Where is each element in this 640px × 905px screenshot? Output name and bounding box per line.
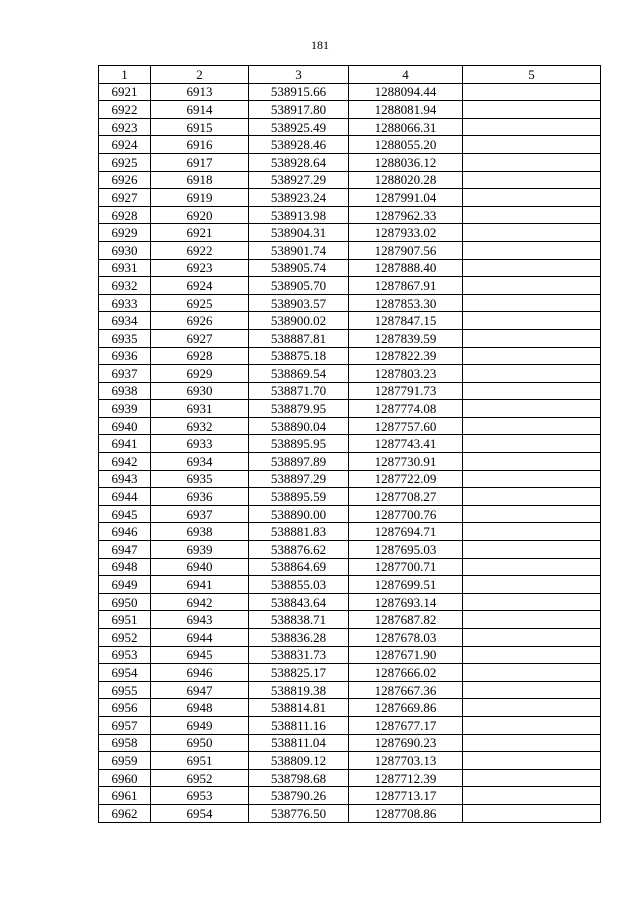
table-cell-col-3: 538811.16: [249, 716, 349, 734]
table-cell-col-5: [463, 118, 601, 136]
table-cell-col-3: 538903.57: [249, 294, 349, 312]
table-cell-col-2: 6913: [151, 83, 249, 101]
table-cell-col-4: 1287695.03: [349, 541, 463, 559]
table-cell-col-5: [463, 453, 601, 471]
table-row: [99, 523, 601, 541]
table-cell-col-4: 1287722.09: [349, 470, 463, 488]
table-cell-col-4: 1288094.44: [349, 83, 463, 101]
table-cell-col-5: [463, 593, 601, 611]
table-row: [99, 241, 601, 259]
table-row: [99, 365, 601, 383]
table-cell-col-4: 1287690.23: [349, 734, 463, 752]
table-cell-col-4: 1287693.14: [349, 593, 463, 611]
table-cell-col-1: 6948: [99, 558, 151, 576]
table-row: [99, 382, 601, 400]
table-cell-col-4: 1288055.20: [349, 136, 463, 154]
table-cell-col-5: [463, 804, 601, 822]
table-cell-col-3: 538890.00: [249, 505, 349, 523]
table-cell-col-3: 538869.54: [249, 365, 349, 383]
table-cell-col-3: 538836.28: [249, 629, 349, 647]
table-cell-col-3: 538901.74: [249, 241, 349, 259]
table-cell-col-1: 6926: [99, 171, 151, 189]
table-row: [99, 488, 601, 506]
table-header-row: [99, 66, 601, 84]
table-cell-col-3: 538927.29: [249, 171, 349, 189]
table-cell-col-5: [463, 153, 601, 171]
table-cell-col-5: [463, 734, 601, 752]
table-cell-col-5: [463, 417, 601, 435]
table-cell-col-3: 538913.98: [249, 206, 349, 224]
table-cell-col-2: 6950: [151, 734, 249, 752]
table-cell-col-1: 6935: [99, 329, 151, 347]
table-cell-col-1: 6924: [99, 136, 151, 154]
table-cell-col-1: 6930: [99, 241, 151, 259]
table-cell-col-3: 538790.26: [249, 787, 349, 805]
table-cell-col-4: 1287666.02: [349, 664, 463, 682]
table-cell-col-4: 1287743.41: [349, 435, 463, 453]
table-cell-col-1: 6953: [99, 646, 151, 664]
table-cell-col-5: [463, 769, 601, 787]
table-cell-col-4: 1287867.91: [349, 277, 463, 295]
table-cell-col-4: 1287700.71: [349, 558, 463, 576]
table-row: [99, 541, 601, 559]
table-row: [99, 400, 601, 418]
table-cell-col-3: 538879.95: [249, 400, 349, 418]
table-row: [99, 417, 601, 435]
table-row: [99, 558, 601, 576]
table-cell-col-1: 6959: [99, 752, 151, 770]
table-cell-col-3: 538887.81: [249, 329, 349, 347]
table-cell-col-1: 6939: [99, 400, 151, 418]
table-cell-col-5: [463, 101, 601, 119]
table-cell-col-2: 6937: [151, 505, 249, 523]
table-cell-col-4: 1287708.27: [349, 488, 463, 506]
table-row: [99, 629, 601, 647]
table-cell-col-4: 1287700.76: [349, 505, 463, 523]
table-cell-col-4: 1287847.15: [349, 312, 463, 330]
table-cell-col-1: 6934: [99, 312, 151, 330]
table-cell-col-1: 6927: [99, 189, 151, 207]
table-cell-col-1: 6933: [99, 294, 151, 312]
table-cell-col-1: 6922: [99, 101, 151, 119]
table-cell-col-5: [463, 312, 601, 330]
table-cell-col-5: [463, 576, 601, 594]
table-row: [99, 224, 601, 242]
table-cell-col-2: 6936: [151, 488, 249, 506]
table-row: [99, 646, 601, 664]
table-cell-col-2: 6926: [151, 312, 249, 330]
table-cell-col-5: [463, 206, 601, 224]
table-cell-col-5: [463, 382, 601, 400]
table-cell-col-3: 538897.89: [249, 453, 349, 471]
table-row: [99, 804, 601, 822]
table-cell-col-4: 1287671.90: [349, 646, 463, 664]
table-cell-col-5: [463, 505, 601, 523]
table-cell-col-5: [463, 611, 601, 629]
table-cell-col-5: [463, 329, 601, 347]
column-header-1: 1: [99, 66, 151, 84]
table-row: [99, 83, 601, 101]
table-cell-col-3: 538811.04: [249, 734, 349, 752]
table-cell-col-2: 6924: [151, 277, 249, 295]
table-cell-col-1: 6947: [99, 541, 151, 559]
table-cell-col-5: [463, 716, 601, 734]
table-cell-col-4: 1287694.71: [349, 523, 463, 541]
table-cell-col-2: 6953: [151, 787, 249, 805]
table-cell-col-5: [463, 558, 601, 576]
table-cell-col-1: 6936: [99, 347, 151, 365]
table-cell-col-4: 1287853.30: [349, 294, 463, 312]
table-cell-col-2: 6946: [151, 664, 249, 682]
table-cell-col-3: 538864.69: [249, 558, 349, 576]
table-cell-col-2: 6922: [151, 241, 249, 259]
table-cell-col-2: 6927: [151, 329, 249, 347]
table-cell-col-3: 538814.81: [249, 699, 349, 717]
table-cell-col-4: 1288036.12: [349, 153, 463, 171]
table-cell-col-1: 6958: [99, 734, 151, 752]
table-cell-col-4: 1287791.73: [349, 382, 463, 400]
table-cell-col-2: 6952: [151, 769, 249, 787]
table-row: [99, 118, 601, 136]
table-row: [99, 171, 601, 189]
table-cell-col-5: [463, 224, 601, 242]
table-row: [99, 329, 601, 347]
table-cell-col-2: 6917: [151, 153, 249, 171]
table-cell-col-3: 538917.80: [249, 101, 349, 119]
table-cell-col-3: 538905.74: [249, 259, 349, 277]
table-cell-col-5: [463, 435, 601, 453]
table-cell-col-3: 538855.03: [249, 576, 349, 594]
table-cell-col-4: 1287703.13: [349, 752, 463, 770]
column-header-3: 3: [249, 66, 349, 84]
table-cell-col-2: 6915: [151, 118, 249, 136]
table-cell-col-5: [463, 664, 601, 682]
table-cell-col-1: 6962: [99, 804, 151, 822]
table-cell-col-3: 538871.70: [249, 382, 349, 400]
table-row: [99, 699, 601, 717]
table-cell-col-1: 6923: [99, 118, 151, 136]
table-cell-col-2: 6919: [151, 189, 249, 207]
table-cell-col-2: 6941: [151, 576, 249, 594]
table-cell-col-4: 1288066.31: [349, 118, 463, 136]
table-cell-col-5: [463, 400, 601, 418]
table-cell-col-1: 6938: [99, 382, 151, 400]
table-row: [99, 716, 601, 734]
table-cell-col-4: 1287712.39: [349, 769, 463, 787]
table-cell-col-3: 538843.64: [249, 593, 349, 611]
table-cell-col-4: 1287713.17: [349, 787, 463, 805]
table-cell-col-2: 6940: [151, 558, 249, 576]
table-cell-col-3: 538925.49: [249, 118, 349, 136]
table-cell-col-1: 6952: [99, 629, 151, 647]
table-cell-col-4: 1287687.82: [349, 611, 463, 629]
table-cell-col-2: 6930: [151, 382, 249, 400]
table-row: [99, 576, 601, 594]
table-body: [99, 83, 601, 822]
table-cell-col-2: 6934: [151, 453, 249, 471]
table-cell-col-5: [463, 752, 601, 770]
table-cell-col-4: 1287962.33: [349, 206, 463, 224]
table-cell-col-2: 6943: [151, 611, 249, 629]
table-cell-col-4: 1287678.03: [349, 629, 463, 647]
table-cell-col-2: 6925: [151, 294, 249, 312]
table-cell-col-4: 1287677.17: [349, 716, 463, 734]
table-cell-col-4: 1288020.28: [349, 171, 463, 189]
table-cell-col-1: 6957: [99, 716, 151, 734]
table-cell-col-4: 1287774.08: [349, 400, 463, 418]
table-cell-col-4: 1287803.23: [349, 365, 463, 383]
table-cell-col-5: [463, 681, 601, 699]
table-cell-col-1: 6928: [99, 206, 151, 224]
table-cell-col-1: 6951: [99, 611, 151, 629]
table-row: [99, 593, 601, 611]
table-cell-col-3: 538923.24: [249, 189, 349, 207]
table-cell-col-5: [463, 488, 601, 506]
table-cell-col-1: 6956: [99, 699, 151, 717]
table-cell-col-2: 6923: [151, 259, 249, 277]
table-cell-col-2: 6914: [151, 101, 249, 119]
table-cell-col-2: 6918: [151, 171, 249, 189]
table-cell-col-5: [463, 523, 601, 541]
table-cell-col-1: 6932: [99, 277, 151, 295]
table-cell-col-4: 1287933.02: [349, 224, 463, 242]
table-cell-col-4: 1287907.56: [349, 241, 463, 259]
table-cell-col-1: 6960: [99, 769, 151, 787]
table-cell-col-2: 6932: [151, 417, 249, 435]
table-row: [99, 189, 601, 207]
table-cell-col-4: 1287669.86: [349, 699, 463, 717]
table-cell-col-5: [463, 259, 601, 277]
table-cell-col-2: 6947: [151, 681, 249, 699]
table-row: [99, 294, 601, 312]
table-cell-col-4: 1287667.36: [349, 681, 463, 699]
table-cell-col-2: 6939: [151, 541, 249, 559]
table-cell-col-4: 1287699.51: [349, 576, 463, 594]
table-row: [99, 453, 601, 471]
table-cell-col-4: 1287839.59: [349, 329, 463, 347]
table-cell-col-5: [463, 241, 601, 259]
table-row: [99, 347, 601, 365]
table-cell-col-3: 538915.66: [249, 83, 349, 101]
table-row: [99, 734, 601, 752]
table-cell-col-3: 538897.29: [249, 470, 349, 488]
column-header-2: 2: [151, 66, 249, 84]
table-cell-col-3: 538895.95: [249, 435, 349, 453]
table-cell-col-5: [463, 347, 601, 365]
table-cell-col-2: 6949: [151, 716, 249, 734]
table-cell-col-2: 6935: [151, 470, 249, 488]
table-cell-col-4: 1287730.91: [349, 453, 463, 471]
table-cell-col-3: 538809.12: [249, 752, 349, 770]
page-number: 181: [311, 38, 329, 52]
table-cell-col-1: 6944: [99, 488, 151, 506]
table-cell-col-1: 6942: [99, 453, 151, 471]
column-header-5: 5: [463, 66, 601, 84]
table-cell-col-3: 538831.73: [249, 646, 349, 664]
table-cell-col-2: 6916: [151, 136, 249, 154]
table-cell-col-5: [463, 787, 601, 805]
table-cell-col-1: 6925: [99, 153, 151, 171]
table-cell-col-4: 1287822.39: [349, 347, 463, 365]
table-cell-col-1: 6950: [99, 593, 151, 611]
table-cell-col-2: 6954: [151, 804, 249, 822]
table-row: [99, 611, 601, 629]
table-cell-col-3: 538875.18: [249, 347, 349, 365]
table-cell-col-5: [463, 189, 601, 207]
table-cell-col-2: 6948: [151, 699, 249, 717]
column-header-4: 4: [349, 66, 463, 84]
table-row: [99, 136, 601, 154]
table-cell-col-1: 6946: [99, 523, 151, 541]
table-cell-col-2: 6945: [151, 646, 249, 664]
table-cell-col-2: 6929: [151, 365, 249, 383]
table-cell-col-4: 1287708.86: [349, 804, 463, 822]
table-cell-col-4: 1287757.60: [349, 417, 463, 435]
table-row: [99, 206, 601, 224]
table-cell-col-4: 1288081.94: [349, 101, 463, 119]
table-row: [99, 787, 601, 805]
table-cell-col-1: 6945: [99, 505, 151, 523]
table-cell-col-5: [463, 277, 601, 295]
table-cell-col-1: 6921: [99, 83, 151, 101]
table-cell-col-1: 6954: [99, 664, 151, 682]
coordinates-table: [98, 65, 601, 823]
table-cell-col-2: 6951: [151, 752, 249, 770]
table-cell-col-5: [463, 365, 601, 383]
table-row: [99, 664, 601, 682]
table-row: [99, 505, 601, 523]
table-cell-col-3: 538881.83: [249, 523, 349, 541]
table-cell-col-1: 6961: [99, 787, 151, 805]
table-cell-col-3: 538838.71: [249, 611, 349, 629]
table-cell-col-3: 538819.38: [249, 681, 349, 699]
table-cell-col-3: 538905.70: [249, 277, 349, 295]
table-row: [99, 259, 601, 277]
table-cell-col-4: 1287991.04: [349, 189, 463, 207]
table-cell-col-1: 6929: [99, 224, 151, 242]
table-row: [99, 312, 601, 330]
table-row: [99, 470, 601, 488]
table-cell-col-5: [463, 470, 601, 488]
table-row: [99, 153, 601, 171]
table-cell-col-3: 538928.46: [249, 136, 349, 154]
table-cell-col-2: 6942: [151, 593, 249, 611]
table-cell-col-5: [463, 699, 601, 717]
table-cell-col-5: [463, 294, 601, 312]
table-cell-col-2: 6931: [151, 400, 249, 418]
table-cell-col-1: 6940: [99, 417, 151, 435]
table-cell-col-3: 538798.68: [249, 769, 349, 787]
table-cell-col-1: 6937: [99, 365, 151, 383]
table-cell-col-5: [463, 629, 601, 647]
table-cell-col-3: 538928.64: [249, 153, 349, 171]
table-cell-col-3: 538900.02: [249, 312, 349, 330]
table-cell-col-3: 538895.59: [249, 488, 349, 506]
table-cell-col-1: 6931: [99, 259, 151, 277]
table-cell-col-5: [463, 171, 601, 189]
table-row: [99, 435, 601, 453]
table-cell-col-5: [463, 541, 601, 559]
table-cell-col-5: [463, 83, 601, 101]
table-cell-col-2: 6933: [151, 435, 249, 453]
table-cell-col-2: 6920: [151, 206, 249, 224]
table-cell-col-4: 1287888.40: [349, 259, 463, 277]
table-cell-col-3: 538904.31: [249, 224, 349, 242]
table-cell-col-1: 6941: [99, 435, 151, 453]
table-cell-col-3: 538890.04: [249, 417, 349, 435]
table-cell-col-5: [463, 136, 601, 154]
table-cell-col-2: 6944: [151, 629, 249, 647]
table-cell-col-3: 538876.62: [249, 541, 349, 559]
table-row: [99, 769, 601, 787]
table-cell-col-1: 6949: [99, 576, 151, 594]
table-row: [99, 101, 601, 119]
table-cell-col-3: 538776.50: [249, 804, 349, 822]
table-cell-col-1: 6943: [99, 470, 151, 488]
table-cell-col-5: [463, 646, 601, 664]
table-cell-col-2: 6928: [151, 347, 249, 365]
table-cell-col-2: 6938: [151, 523, 249, 541]
table-cell-col-2: 6921: [151, 224, 249, 242]
table-row: [99, 277, 601, 295]
table-row: [99, 681, 601, 699]
table-cell-col-1: 6955: [99, 681, 151, 699]
table-cell-col-3: 538825.17: [249, 664, 349, 682]
table-row: [99, 752, 601, 770]
